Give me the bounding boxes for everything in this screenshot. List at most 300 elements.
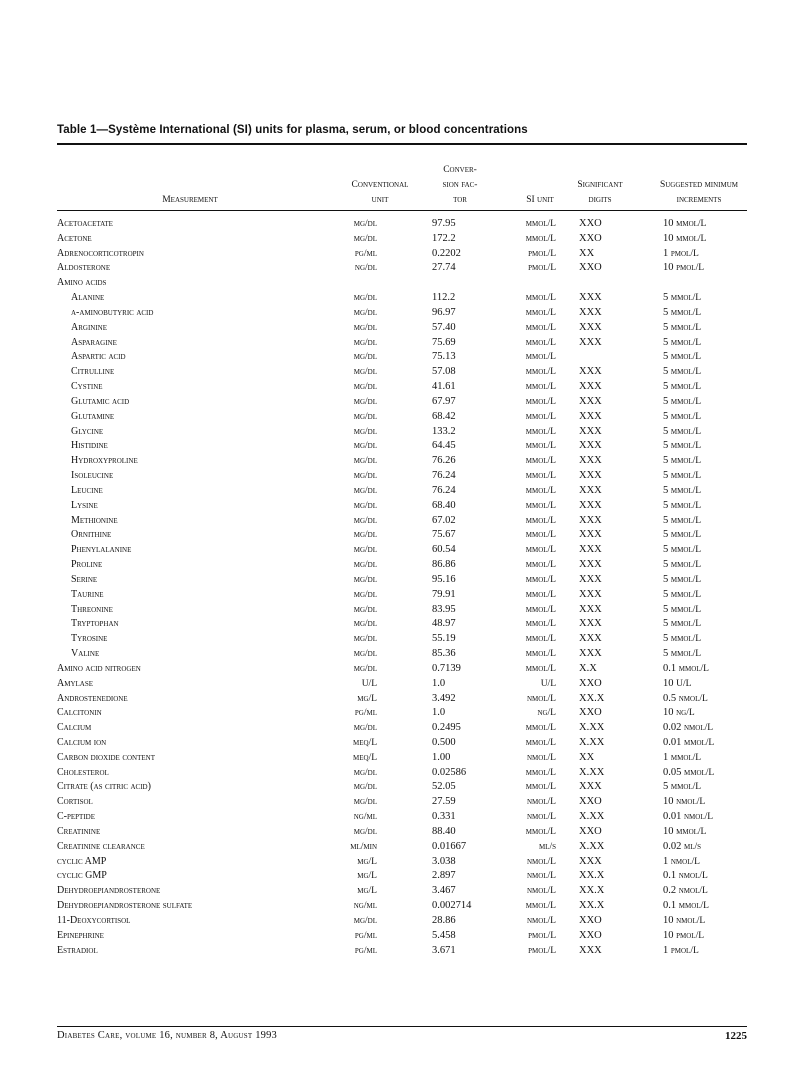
table-row [57, 677, 757, 692]
measurement-cell: cyclic AMP [57, 855, 107, 867]
increment-value: 5 [663, 410, 669, 422]
header-incr-line1: Suggested minimum [659, 180, 739, 190]
increment-cell [663, 454, 701, 469]
table-row [57, 261, 757, 276]
measurement-cell: Ornithine [71, 529, 112, 541]
conversion-factor-cell: 3.492 [432, 692, 456, 704]
significant-digits-cell: XXX [579, 321, 602, 333]
conventional-unit-cell: mg/dl [353, 515, 377, 526]
table-row [57, 410, 757, 425]
conventional-unit-cell: mg/dl [353, 560, 377, 571]
si-unit-cell: µmol/L [525, 441, 556, 452]
table-row [57, 647, 757, 662]
conversion-factor-cell: 79.91 [432, 588, 456, 600]
conversion-factor-cell: 27.59 [432, 796, 456, 808]
conventional-unit-cell: mg/dl [353, 500, 377, 511]
table-row [57, 232, 757, 247]
measurement-cell: Taurine [71, 588, 104, 600]
table-row [57, 350, 757, 365]
significant-digits-cell: XXX [579, 603, 602, 615]
conventional-unit-cell: mg/dl [353, 604, 377, 615]
conventional-unit-cell: mg/dl [353, 649, 377, 660]
conventional-unit-cell: mg/dl [353, 619, 377, 630]
increment-unit: µmol/L [670, 545, 702, 556]
increment-value: 10 [663, 677, 674, 689]
measurement-cell: cyclic GMP [57, 870, 107, 882]
header-sig-line1: Significant [577, 180, 623, 190]
si-unit-cell: nmol/L [526, 797, 556, 808]
increment-unit: µmol/L [670, 411, 702, 422]
significant-digits-cell: XX.X [579, 692, 605, 704]
conversion-factor-cell: 85.36 [432, 648, 456, 660]
table-row [57, 217, 757, 232]
table-row [57, 425, 757, 440]
conversion-factor-cell: 0.331 [432, 811, 456, 823]
increment-unit: µmol/L [670, 293, 702, 304]
measurement-cell: Calcitonin [57, 707, 102, 719]
increment-value: 5 [663, 499, 669, 511]
increment-unit: µmol/L [670, 485, 702, 496]
significant-digits-cell: XXX [579, 855, 602, 867]
si-unit-cell: µmol/L [525, 396, 556, 407]
table-row [57, 543, 757, 558]
increment-cell [663, 780, 701, 795]
increment-cell [663, 677, 691, 692]
measurement-cell: Creatinine [57, 825, 101, 837]
conversion-factor-cell: 3.038 [432, 855, 456, 867]
measurement-cell: 11-Deoxycortisol [57, 914, 131, 926]
conversion-factor-cell: 88.40 [432, 825, 456, 837]
si-unit-cell: µmol/L [525, 382, 556, 393]
table-row [57, 706, 757, 721]
increment-cell [663, 410, 701, 425]
increment-value: 10 [663, 825, 674, 837]
si-unit-cell: pmol/L [528, 945, 556, 956]
measurement-cell: Threonine [71, 603, 113, 615]
conventional-unit-cell: mg/dl [353, 307, 377, 318]
si-unit-cell: nmol/L [526, 871, 556, 882]
increment-cell [663, 365, 701, 380]
increment-value: 5 [663, 618, 669, 630]
si-unit-cell: ml/s [538, 841, 556, 852]
increment-unit: µmol/L [670, 589, 702, 600]
table-row [57, 766, 757, 781]
increment-cell [663, 573, 701, 588]
si-unit-cell: µmol/L [525, 352, 556, 363]
increment-cell [663, 929, 704, 944]
increment-cell [663, 647, 701, 662]
increment-value: 0.01 [663, 811, 682, 823]
increment-cell [663, 721, 713, 736]
significant-digits-cell: XXX [579, 366, 602, 378]
significant-digits-cell: XXX [579, 336, 602, 348]
conversion-factor-cell: 68.42 [432, 410, 456, 422]
increment-unit: µmol/L [676, 826, 707, 837]
conventional-unit-cell: meq/L [353, 752, 377, 763]
table-row [57, 499, 757, 514]
conversion-factor-cell: 41.61 [432, 381, 456, 393]
table-row [57, 899, 757, 914]
increment-unit: nmol/L [684, 723, 714, 734]
measurement-cell: Carbon dioxide content [57, 751, 155, 763]
conversion-factor-cell: 57.08 [432, 366, 456, 378]
increment-value: 1 [663, 751, 669, 763]
increment-value: 5 [663, 292, 669, 304]
conversion-factor-cell: 52.05 [432, 781, 456, 793]
table-title: Table 1—Système International (SI) units for plasma, serum, or blood concentrations [57, 124, 528, 136]
significant-digits-cell: XXX [579, 618, 602, 630]
increment-cell [663, 855, 700, 870]
increment-cell [663, 543, 701, 558]
conversion-factor-cell: 60.54 [432, 544, 456, 556]
table-row [57, 795, 757, 810]
table-row [57, 603, 757, 618]
increment-unit: µmol/L [670, 634, 702, 645]
si-unit-cell: µmol/L [525, 619, 556, 630]
significant-digits-cell: X.XX [579, 811, 605, 823]
increment-value: 0.5 [663, 692, 677, 704]
increment-cell [663, 469, 701, 484]
significant-digits-cell: XX [579, 751, 595, 763]
measurement-cell: Calcium [57, 722, 92, 734]
significant-digits-cell: XXO [579, 825, 602, 837]
measurement-cell: Adrenocorticotropin [57, 247, 144, 259]
conventional-unit-cell: mg/dl [353, 293, 377, 304]
increment-cell [663, 810, 713, 825]
si-unit-cell: µmol/L [525, 219, 556, 229]
si-unit-cell: µmol/L [525, 530, 556, 541]
increment-unit: µmol/L [670, 337, 702, 348]
table-row [57, 365, 757, 380]
increment-cell [663, 706, 695, 721]
measurement-cell: Alanine [71, 292, 105, 304]
header-conventional-line1: Conventional [351, 180, 409, 190]
table-row [57, 884, 757, 899]
increment-value: 10 [663, 262, 674, 274]
increment-cell [663, 514, 701, 529]
table-row [57, 306, 757, 321]
increment-unit: µmol/L [670, 574, 702, 585]
increment-value: 1 [663, 944, 669, 956]
header-measurement-text: Measurement [162, 195, 218, 205]
measurement-cell: Acetoacetate [57, 218, 113, 229]
increment-cell [663, 336, 701, 351]
conversion-factor-cell: 55.19 [432, 633, 456, 645]
measurement-cell: Dehydroepiandrosterone [57, 885, 161, 897]
si-unit-cell: µmol/L [525, 634, 556, 645]
increment-value: 5 [663, 425, 669, 437]
conversion-factor-cell: 75.69 [432, 336, 456, 348]
table-row [57, 558, 757, 573]
header-factor-line1: Conver- [443, 165, 477, 175]
measurement-cell: Creatinine clearance [57, 840, 145, 852]
si-unit-cell: nmol/L [526, 856, 556, 867]
conventional-unit-cell: meq/L [353, 737, 377, 748]
significant-digits-cell: XXX [579, 306, 602, 318]
conventional-unit-cell: mg/dl [353, 382, 377, 393]
increment-cell [663, 825, 706, 840]
increment-cell [663, 914, 705, 929]
conversion-factor-cell: 57.40 [432, 321, 456, 333]
si-unit-cell: µmol/L [525, 233, 556, 244]
conversion-factor-cell: 0.2202 [432, 247, 461, 259]
significant-digits-cell: XXX [579, 544, 602, 556]
conventional-unit-cell: mg/dl [353, 663, 377, 674]
header-sig-line2: digits [588, 195, 612, 205]
si-unit-cell: µmol/L [525, 901, 556, 912]
conversion-factor-cell: 0.01667 [432, 840, 467, 852]
table-row [57, 528, 757, 543]
si-unit-cell: µmol/L [525, 426, 556, 437]
significant-digits-cell: XXX [579, 573, 602, 585]
conventional-unit-cell: mg/dl [353, 574, 377, 585]
si-unit-cell: mmol/L [525, 737, 556, 748]
conventional-unit-cell: mg/dl [353, 219, 377, 229]
table-row [57, 395, 757, 410]
significant-digits-cell: XXX [579, 588, 602, 600]
table-row [57, 810, 757, 825]
si-unit-cell: mmol/L [525, 723, 556, 734]
conversion-factor-cell: 1.0 [432, 677, 446, 689]
table-row [57, 247, 757, 262]
increment-unit: nmol/L [684, 812, 714, 823]
increment-value: 0.1 [663, 870, 677, 882]
table-row [57, 454, 757, 469]
journal-citation: Diabetes Care, volume 16, number 8, August 1993 [57, 1030, 277, 1041]
increment-unit: µmol/L [678, 901, 709, 912]
increment-value: 1 [663, 855, 669, 867]
measurement-cell: Asparagine [71, 336, 117, 348]
increment-value: 5 [663, 633, 669, 645]
conversion-factor-cell: 112.2 [432, 292, 456, 304]
conversion-factor-cell: 76.24 [432, 470, 456, 482]
measurement-cell: C-peptide [57, 811, 95, 823]
si-unit-cell: µmol/L [525, 604, 556, 615]
significant-digits-cell: XXO [579, 796, 602, 808]
header-incr-line2: increments [676, 195, 722, 205]
conventional-unit-cell: mg/dl [353, 352, 377, 363]
significant-digits-cell: XXX [579, 470, 602, 482]
si-unit-cell: µmol/L [525, 471, 556, 482]
measurement-cell: Tryptophan [71, 618, 119, 630]
table-row [57, 469, 757, 484]
si-unit-cell: mmol/L [525, 663, 556, 674]
increment-unit: pmol/L [676, 930, 705, 941]
increment-unit: U/L [676, 678, 692, 689]
increment-value: 0.1 [663, 662, 677, 674]
si-unit-cell: nmol/L [526, 886, 556, 897]
increment-unit: µmol/L [670, 322, 702, 333]
measurement-cell: Acetone [57, 232, 92, 244]
header-factor-line2: sion fac- [442, 180, 478, 190]
increment-cell [663, 217, 706, 232]
increment-value: 5 [663, 573, 669, 585]
table-row [57, 380, 757, 395]
table-row [57, 736, 757, 751]
increment-cell [663, 899, 709, 914]
conventional-unit-cell: ng/dl [354, 263, 377, 274]
increment-unit: µmol/L [670, 515, 702, 526]
increment-value: 5 [663, 529, 669, 541]
conversion-factor-cell: 75.13 [432, 351, 456, 363]
increment-value: 5 [663, 381, 669, 393]
increment-cell [663, 499, 701, 514]
increment-unit: nmol/L [678, 886, 708, 897]
increment-unit: µmol/L [676, 233, 707, 244]
conversion-factor-cell: 75.67 [432, 529, 456, 541]
si-unit-cell: µmol/L [525, 826, 556, 837]
increment-value: 5 [663, 366, 669, 378]
increment-value: 5 [663, 306, 669, 318]
conventional-unit-cell: mg/dl [353, 396, 377, 407]
increment-value: 10 [663, 914, 674, 926]
measurement-cell: Epinephrine [57, 929, 104, 941]
significant-digits-cell: XXO [579, 232, 602, 244]
increment-unit: ml/s [684, 841, 702, 852]
conversion-factor-cell: 3.467 [432, 885, 456, 897]
measurement-cell: Isoleucine [71, 470, 114, 482]
significant-digits-cell: X.XX [579, 766, 605, 778]
increment-cell [663, 232, 706, 247]
conventional-unit-cell: pg/ml [354, 930, 377, 941]
si-unit-cell: µmol/L [525, 485, 556, 496]
increment-value: 5 [663, 484, 669, 496]
table-row [57, 276, 757, 291]
increment-unit: nmol/L [678, 871, 708, 882]
conversion-factor-cell: 97.95 [432, 218, 456, 229]
measurement-cell: Citrate (as citric acid) [57, 781, 151, 793]
conversion-factor-cell: 0.7139 [432, 662, 461, 674]
table-row [57, 336, 757, 351]
table-row [57, 855, 757, 870]
measurement-cell: Glycine [71, 425, 104, 437]
table-row [57, 588, 757, 603]
conversion-factor-cell: 96.97 [432, 306, 456, 318]
table-row [57, 662, 757, 677]
increment-cell [663, 247, 699, 262]
increment-value: 5 [663, 395, 669, 407]
increment-unit: µmol/L [676, 219, 707, 229]
increment-cell [663, 588, 701, 603]
measurement-cell: Methionine [71, 514, 118, 526]
header-significant-digits [565, 178, 635, 208]
increment-cell [663, 321, 701, 336]
conversion-factor-cell: 3.671 [432, 944, 456, 956]
si-unit-cell: µmol/L [525, 515, 556, 526]
increment-unit: ng/L [676, 708, 695, 719]
si-unit-cell: µmol/L [525, 574, 556, 585]
increment-unit: pmol/L [670, 945, 699, 956]
significant-digits-cell: XXX [579, 944, 602, 956]
conventional-unit-cell: µg/L [357, 886, 377, 897]
increment-value: 5 [663, 544, 669, 556]
increment-value: 5 [663, 321, 669, 333]
measurement-cell: Citrulline [71, 366, 115, 378]
significant-digits-cell: XXX [579, 395, 602, 407]
measurement-cell: Cystine [71, 381, 103, 393]
conventional-unit-cell: mg/dl [353, 485, 377, 496]
increment-cell [663, 751, 701, 766]
measurement-cell: Hydroxyproline [71, 455, 138, 467]
significant-digits-cell: X.XX [579, 736, 605, 748]
increment-unit: µmol/L [670, 649, 702, 660]
measurement-cell: Serine [71, 573, 98, 585]
conversion-factor-cell: 0.002714 [432, 900, 472, 912]
increment-unit: µmol/L [670, 530, 702, 541]
conventional-unit-cell: mg/dl [353, 322, 377, 333]
table-row [57, 721, 757, 736]
table-body [57, 217, 757, 958]
conventional-unit-cell: µg/dl [353, 915, 377, 926]
si-unit-cell: ng/L [537, 708, 556, 719]
conventional-unit-cell: mg/dl [353, 545, 377, 556]
increment-value: 10 [663, 218, 674, 229]
header-si-text: SI unit [526, 195, 554, 205]
si-unit-cell: µmol/L [525, 589, 556, 600]
increment-unit: µmol/L [670, 471, 702, 482]
measurement-cell: Androstenedione [57, 692, 128, 704]
table-row [57, 914, 757, 929]
significant-digits-cell: XXX [579, 529, 602, 541]
increment-value: 0.02 [663, 840, 682, 852]
conventional-unit-cell: ng/ml [353, 812, 377, 823]
conversion-factor-cell: 83.95 [432, 603, 456, 615]
conversion-factor-cell: 133.2 [432, 425, 456, 437]
significant-digits-cell: XXX [579, 455, 602, 467]
measurement-cell: Aspartic acid [71, 351, 126, 363]
si-unit-cell: µmol/L [525, 456, 556, 467]
measurement-cell: Amylase [57, 677, 94, 689]
increment-unit: mmol/L [678, 663, 709, 674]
increment-value: 10 [663, 929, 674, 941]
increment-cell [663, 603, 701, 618]
increment-value: 0.2 [663, 885, 677, 897]
conventional-unit-cell: mg/dl [353, 411, 377, 422]
conventional-unit-cell: pg/ml [354, 708, 377, 719]
top-rule [57, 143, 747, 145]
conventional-unit-cell: ml/min [350, 841, 377, 852]
measurement-cell: Cholesterol [57, 766, 109, 778]
increment-cell [663, 840, 701, 855]
increment-cell [663, 395, 701, 410]
conventional-unit-cell: mg/dl [353, 723, 377, 734]
increment-unit: mmol/L [684, 767, 715, 778]
measurement-cell: Calcium ion [57, 736, 107, 748]
increment-value: 5 [663, 559, 669, 571]
header-conventional-unit [340, 178, 420, 208]
increment-cell [663, 869, 708, 884]
conversion-factor-cell: 48.97 [432, 618, 456, 630]
conversion-factor-cell: 1.0 [432, 707, 446, 719]
significant-digits-cell: XXO [579, 914, 602, 926]
significant-digits-cell: XXO [579, 262, 602, 274]
header-factor-line3: tor [453, 195, 467, 205]
significant-digits-cell: XX.X [579, 885, 605, 897]
conventional-unit-cell: µg/L [357, 871, 377, 882]
si-unit-cell: pmol/L [528, 930, 556, 941]
increment-value: 0.05 [663, 766, 682, 778]
increment-value: 0.1 [663, 900, 677, 912]
table-row [57, 573, 757, 588]
measurement-cell: α-aminobutyric acid [71, 306, 154, 318]
measurement-cell: Glutamic acid [71, 395, 130, 407]
increment-unit: pmol/L [676, 263, 705, 274]
significant-digits-cell: XXX [579, 559, 602, 571]
si-unit-cell: pmol/L [528, 263, 556, 274]
conversion-factor-cell: 28.86 [432, 914, 456, 926]
significant-digits-cell: XX [579, 247, 595, 259]
increment-cell [663, 350, 701, 365]
